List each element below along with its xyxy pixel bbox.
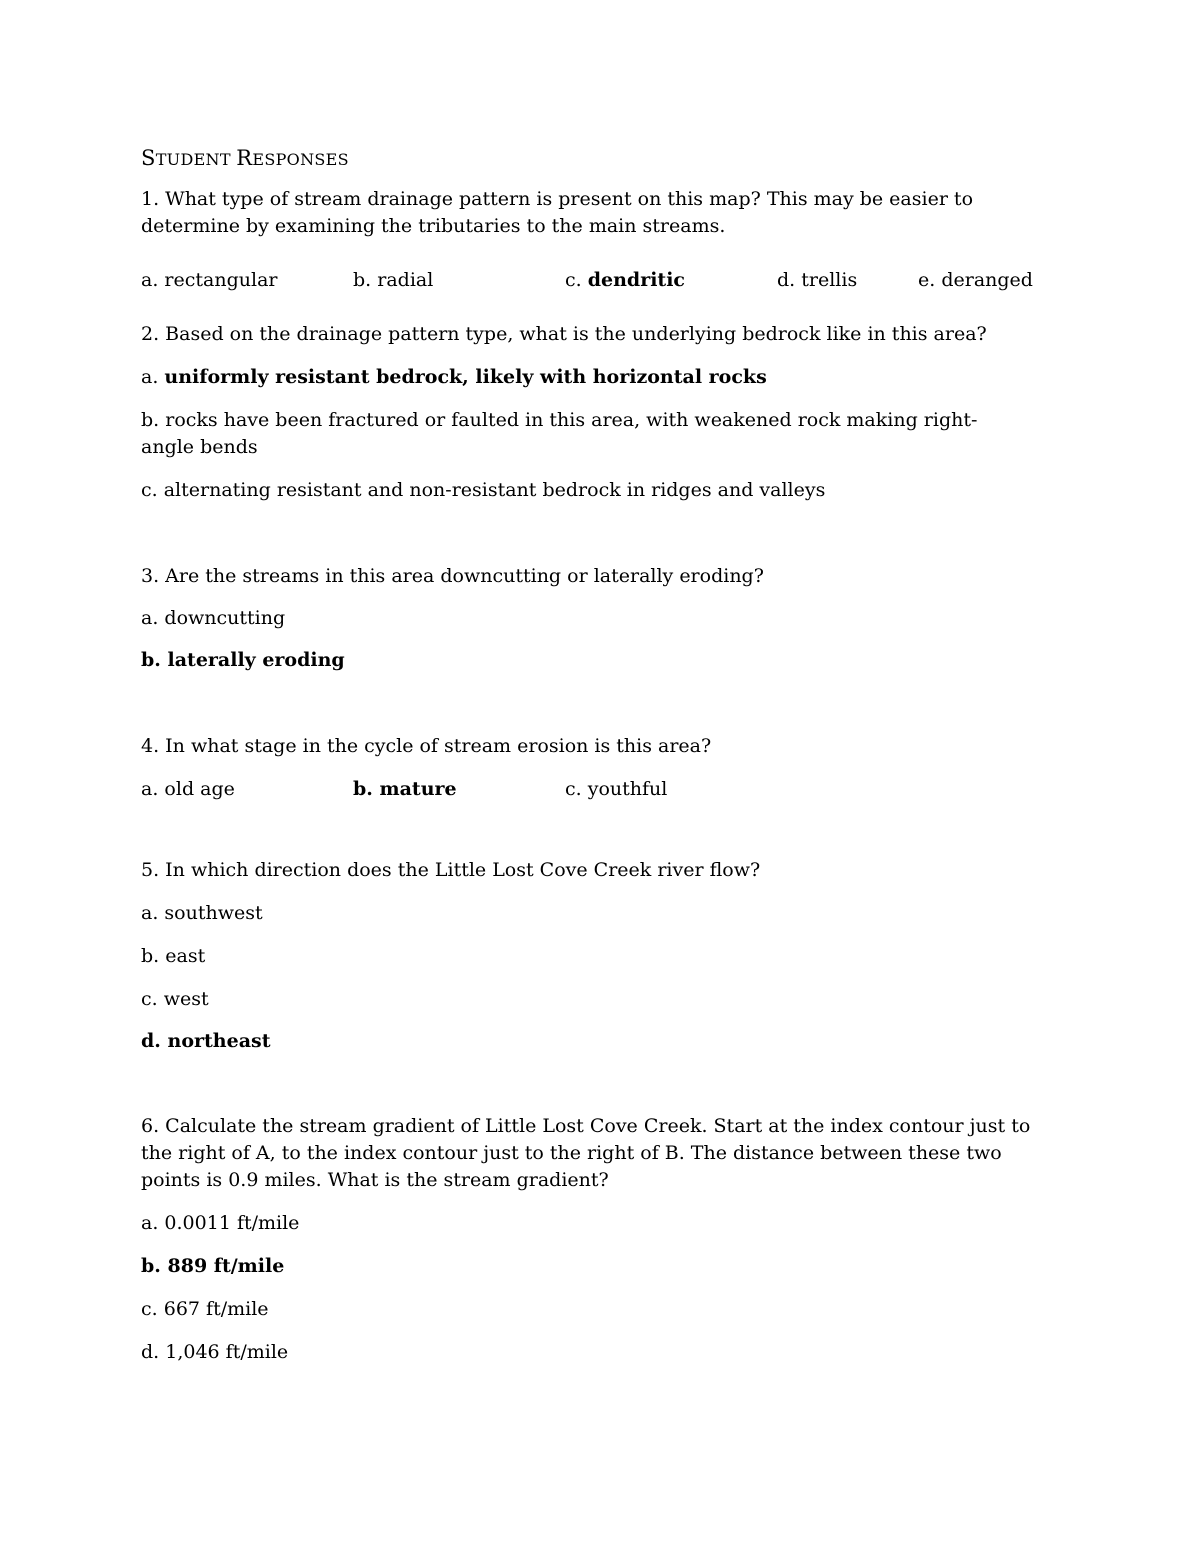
title-rest-student: TUDENT (155, 150, 237, 169)
q6-option-a[interactable] (141, 1210, 299, 1237)
q1-option-c-correct[interactable] (565, 267, 685, 294)
option-letter: b. (141, 409, 166, 431)
option-letter: b. (141, 945, 166, 967)
option-text: 667 ft/mile (163, 1298, 269, 1320)
page-title (141, 145, 349, 173)
option-text: east (165, 945, 206, 967)
option-letter: e. (918, 269, 942, 291)
option-letter: a. (141, 778, 165, 800)
option-letter: a. (141, 607, 165, 629)
question-6-text: 6. Calculate the stream gradient of Little Lost Cove Creek. Start at the index contour just to the right of A, to the index contour just to the right of B. The distance between these two points is 0.9 miles. What is the stream gradient? (141, 1115, 1031, 1191)
option-text: 889 ft/mile (167, 1255, 285, 1277)
title-rest-responses: ESPONSES (252, 150, 349, 169)
option-text: dendritic (587, 269, 685, 291)
q3-option-b-correct[interactable] (141, 647, 345, 674)
option-text: uniformly resistant bedrock, likely with horizontal rocks (164, 366, 767, 388)
title-initial-r: R (236, 146, 253, 170)
option-letter: b. (353, 778, 380, 800)
option-text: rectangular (164, 269, 278, 291)
option-letter: a. (141, 902, 165, 924)
q4-option-a[interactable] (141, 776, 235, 803)
option-letter: d. (777, 269, 802, 291)
option-text: old age (164, 778, 235, 800)
q6-option-b-correct[interactable] (141, 1253, 284, 1280)
question-5-text: 5. In which direction does the Little Lost Cove Creek river flow? (141, 859, 761, 881)
question-3-text: 3. Are the streams in this area downcutting or laterally eroding? (141, 565, 764, 587)
q6-option-c[interactable] (141, 1296, 269, 1323)
q2-option-b[interactable] (141, 407, 1011, 461)
q5-option-d-correct[interactable] (141, 1028, 270, 1055)
question-2-text: 2. Based on the drainage pattern type, what is the underlying bedrock like in this area? (141, 323, 987, 345)
option-letter: d. (141, 1341, 166, 1363)
question-1-text: 1. What type of stream drainage pattern is present on this map? This may be easier to determine by examining the tributaries to the main streams. (141, 188, 974, 237)
option-text: deranged (941, 269, 1033, 291)
q1-option-e[interactable] (918, 267, 1033, 294)
option-text: downcutting (164, 607, 286, 629)
q1-option-b[interactable] (353, 267, 433, 294)
option-text: southwest (164, 902, 263, 924)
option-letter: c. (141, 1298, 164, 1320)
q4-option-b-correct[interactable] (353, 776, 457, 803)
option-letter: c. (565, 778, 588, 800)
option-text: alternating resistant and non-resistant bedrock in ridges and valleys (163, 479, 826, 501)
option-text: west (163, 988, 209, 1010)
q1-option-d[interactable] (777, 267, 857, 294)
q5-option-b[interactable] (141, 943, 205, 970)
option-text: 1,046 ft/mile (165, 1341, 289, 1363)
option-text: rocks have been fractured or faulted in this area, with weakened rock making right-angle bends (141, 409, 978, 458)
q2-option-c[interactable] (141, 477, 825, 504)
option-letter: b. (141, 649, 168, 671)
q6-option-d[interactable] (141, 1339, 288, 1366)
q2-option-a-correct[interactable] (141, 364, 767, 391)
option-text: northeast (167, 1030, 271, 1052)
option-text: 0.0011 ft/mile (164, 1212, 300, 1234)
option-letter: a. (141, 1212, 165, 1234)
option-text: trellis (801, 269, 858, 291)
option-text: laterally eroding (167, 649, 345, 671)
option-letter: c. (565, 269, 588, 291)
option-letter: a. (141, 269, 165, 291)
title-initial-s: S (141, 146, 156, 170)
option-text: youthful (587, 778, 668, 800)
option-letter: a. (141, 366, 165, 388)
q5-option-c[interactable] (141, 986, 209, 1013)
option-letter: b. (353, 269, 378, 291)
question-4-text: 4. In what stage in the cycle of stream erosion is this area? (141, 735, 712, 757)
option-letter: b. (141, 1255, 168, 1277)
q3-option-a[interactable] (141, 605, 285, 632)
option-letter: d. (141, 1030, 168, 1052)
q4-option-c[interactable] (565, 776, 667, 803)
option-text: radial (377, 269, 434, 291)
q1-option-a[interactable] (141, 267, 277, 294)
q5-option-a[interactable] (141, 900, 263, 927)
option-letter: c. (141, 479, 164, 501)
option-letter: c. (141, 988, 164, 1010)
option-text: mature (379, 778, 457, 800)
